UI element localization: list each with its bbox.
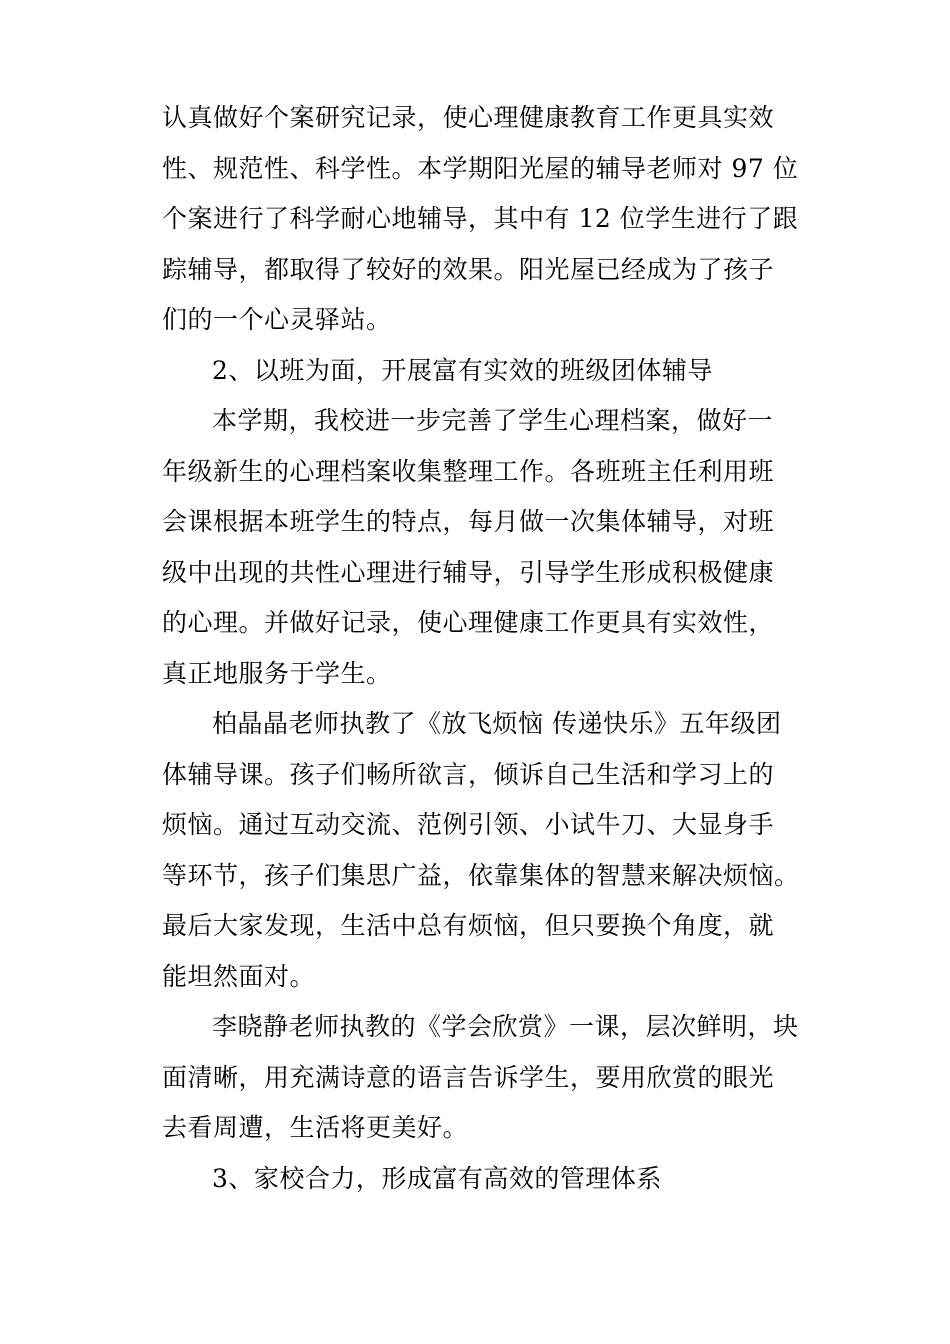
heading-line: 2、以班为面，开展富有实效的班级团体辅导 <box>212 355 713 385</box>
text-line: 年级新生的心理档案收集整理工作。各班班主任利用班 <box>162 456 775 486</box>
paragraph-case-study <box>162 93 799 346</box>
text-line: 踪辅导，都取得了较好的效果。阳光屋已经成为了孩子 <box>162 254 775 284</box>
text-line: 面清晰，用充满诗意的语言告诉学生，要用欣赏的眼光 <box>162 1062 775 1092</box>
text-line: 会课根据本班学生的特点，每月做一次集体辅导，对班 <box>162 507 775 536</box>
text-line: 最后大家发现，生活中总有烦恼，但只要换个角度，就 <box>162 911 775 940</box>
text-line: 柏晶晶老师执教了《放飞烦恼 传递快乐》五年级团 <box>212 709 782 738</box>
text-line: 本学期，我校进一步完善了学生心理档案，做好一 <box>212 406 774 435</box>
section-heading-3 <box>162 1154 792 1205</box>
text-line: 李晓静老师执教的《学会欣赏》一课，层次鲜明，块 <box>212 1012 799 1041</box>
text-line: 认真做好个案研究记录，使心理健康教育工作更具实效 <box>162 103 775 132</box>
text-line: 能坦然面对。 <box>162 961 316 991</box>
text-line: 们的一个心灵驿站。 <box>162 305 392 334</box>
text-line: 真正地服务于学生。 <box>162 658 392 688</box>
text-line: 的心理。并做好记录，使心理健康工作更具有实效性， <box>162 608 775 637</box>
heading-line: 3、家校合力，形成富有高效的管理体系 <box>212 1163 662 1193</box>
text-line: 去看周遭，生活将更美好。 <box>162 1113 469 1142</box>
text-line: 等环节，孩子们集思广益，依靠集体的智慧来解决烦恼。 <box>162 860 800 890</box>
paragraph-class-counseling <box>162 396 792 699</box>
text-line: 个案进行了科学耐心地辅导，其中有 12 位学生进行了跟 <box>162 204 799 233</box>
text-line: 体辅导课。孩子们畅所欲言，倾诉自己生活和学习上的 <box>162 759 775 789</box>
document-body <box>162 93 800 1204</box>
paragraph-bai-lesson <box>162 699 800 1002</box>
section-heading-2 <box>162 346 792 397</box>
text-line: 烦恼。通过互动交流、范例引领、小试牛刀、大显身手 <box>162 810 775 839</box>
text-line: 级中出现的共性心理进行辅导，引导学生形成积极健康 <box>162 557 775 587</box>
text-line: 性、规范性、科学性。本学期阳光屋的辅导老师对 97 位 <box>162 153 799 183</box>
paragraph-li-lesson <box>162 1002 799 1154</box>
